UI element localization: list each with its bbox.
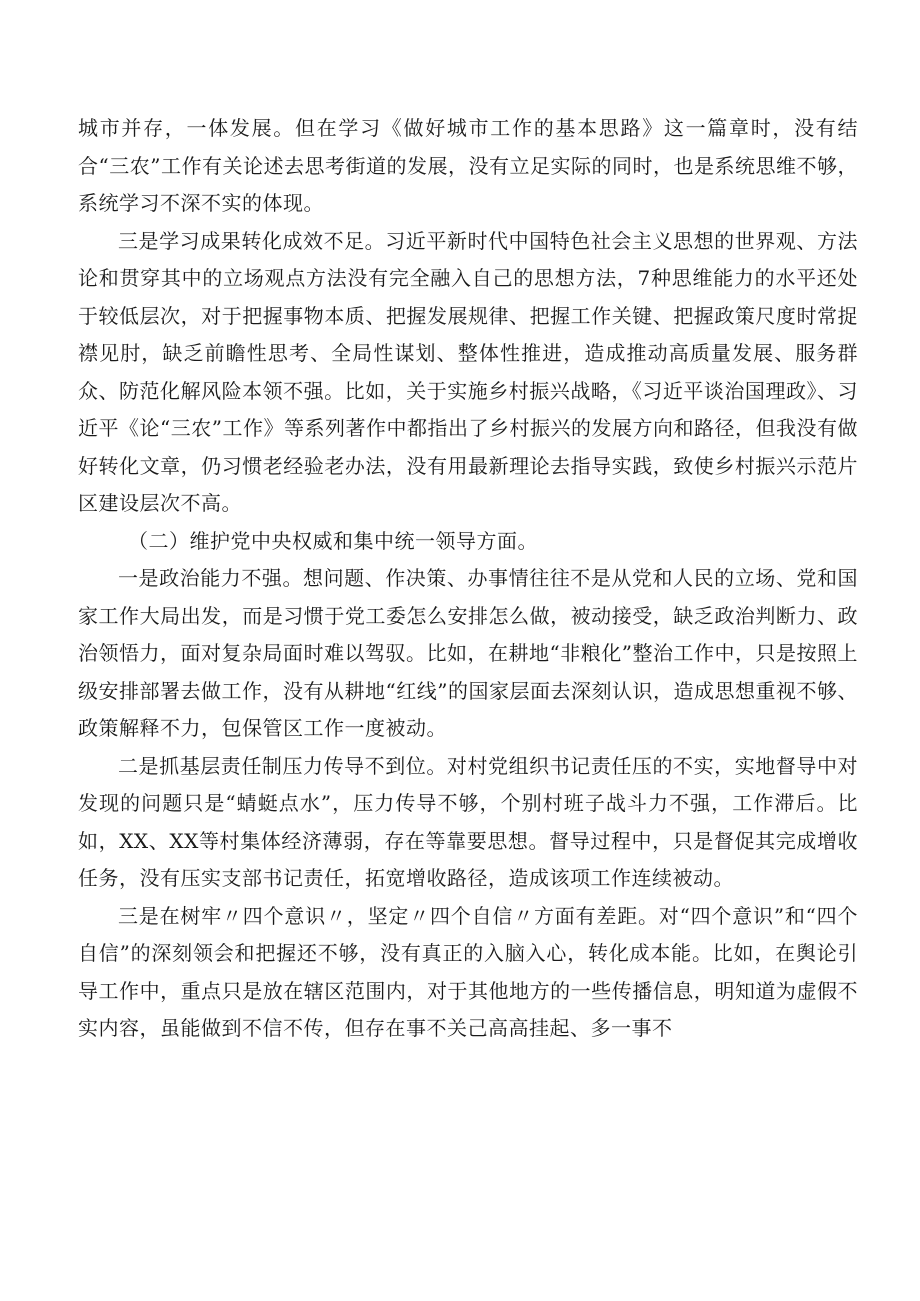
paragraph-continuation: 城市并存，一体发展。但在学习《做好城市工作的基本思路》这一篇章时，没有结合“三农”工作有关论述去思考街道的发展，没有立足实际的同时，也是系统思维不够，系统学习不深不实的体现。 — [78, 116, 858, 215]
section-heading-2: （二）维护党中央权威和集中统一领导方面。 — [128, 528, 538, 553]
paragraph-learning-outcomes: 三是学习成果转化成效不足。习近平新时代中国特色社会主义思想的世界观、方法论和贯穿其中的立场观点方法没有完全融入自己的思想方法，7种思维能力的水平还处于较低层次，对于把握事物本质、把握发展规律、把握工作关键、把握政策尺度时常捉襟见肘，缺乏前瞻性思考、全局性谋划、整体性推进，造成推动高质量发展、服务群众、防范化解风险本领不强。比如，关于实施乡村振兴战略，《习近平谈治国理政》、习近平《论“三农”工作》等系列著作中都指出了乡村振兴的发展方向和路径，但我没有做好转化文章，仍习惯老经验老办法，没有用最新理论去指导实践，致使乡村振兴示范片区建设层次不高。 — [78, 228, 858, 515]
paragraph-four-consciousness: 三是在树牢〃四个意识〃，坚定〃四个自信〃方面有差距。对“四个意识”和“四个自信”的深刻领会和把握还不够，没有真正的入脑入心，转化成本能。比如，在舆论引导工作中，重点只是放在辖区范围内，对于其他地方的一些传播信息，明知道为虚假不实内容，虽能做到不信不传，但存在事不关己高高挂起、多一事不 — [78, 903, 858, 1040]
paragraph-political-ability: 一是政治能力不强。想问题、作决策、办事情往往不是从党和人民的立场、党和国家工作大局出发，而是习惯于党工委怎么安排怎么做，被动接受，缺乏政治判断力、政治领悟力，面对复杂局面时难以驾驭。比如，在耕地“非粮化”整治工作中，只是按照上级安排部署去做工作，没有从耕地“红线”的国家层面去深刻认识，造成思想重视不够、政策解释不力，包保管区工作一度被动。 — [78, 566, 858, 740]
paragraph-grassroots-responsibility: 二是抓基层责任制压力传导不到位。对村党组织书记责任压的不实，实地督导中对发现的问题只是“蜻蜓点水”，压力传导不够，个别村班子战斗力不强，工作滞后。比如，XX、XX等村集体经济薄弱，存在等靠要思想。督导过程中，只是督促其完成增收任务，没有压实支部书记责任，拓宽增收路径，造成该项工作连续被动。 — [78, 753, 858, 890]
document-body — [78, 110, 858, 1048]
